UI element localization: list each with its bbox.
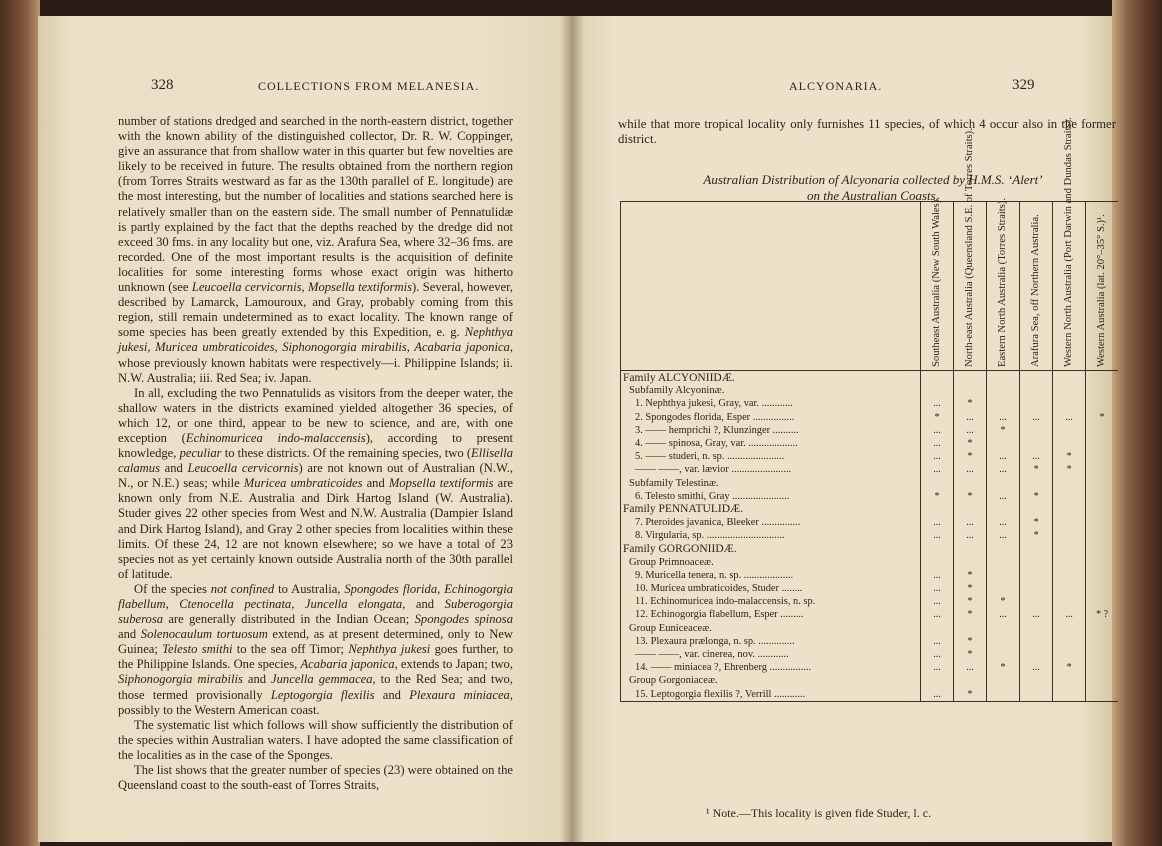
distribution-cell: *: [953, 450, 986, 463]
distribution-cell: [1053, 688, 1086, 702]
table-row: [621, 648, 1119, 661]
group-heading: Group Gorgoniaceæ.: [621, 674, 921, 687]
distribution-cell: *: [1020, 490, 1053, 503]
group-heading: Subfamily Telestinæ.: [621, 477, 921, 490]
table-row: [621, 437, 1119, 450]
distribution-cell: *: [1086, 411, 1118, 424]
distribution-cell: ...: [987, 450, 1020, 463]
distribution-cell: ...: [953, 424, 986, 437]
table-row: [621, 477, 1119, 490]
distribution-cell: [987, 688, 1020, 702]
distribution-cell: ...: [987, 608, 1020, 621]
text: and: [242, 672, 272, 687]
distribution-cell: [1020, 384, 1053, 397]
italic-text: Nephthya jukesi, Muricea umbraticoides, Siphonogorgia mirabilis, Acabaria japonica: [118, 325, 513, 355]
distribution-cell: ...: [920, 688, 953, 702]
italic-text: Suberogorgia suberosa: [118, 597, 513, 627]
footnote: ¹ Note.—This locality is given fide Studer, l. c.: [706, 806, 932, 820]
distribution-cell: [1086, 477, 1118, 490]
italic-text: Ellisella calamus: [118, 446, 513, 476]
text: ). Several, however, described by Lamarck, Lamouroux, and Gray, probably coming from this region, still remain undetermined as to exact locality. The known range of some species has been greatly extended by this Expedition, e. g.: [118, 280, 513, 340]
distribution-cell: [1020, 503, 1053, 516]
text: ), according to present knowledge,: [118, 430, 514, 461]
italic-text: Leucoella cervicornis, Mopsella textiformis: [191, 280, 413, 295]
table-row: [621, 516, 1119, 529]
species-name: 8. Virgularia, sp. ..............................: [621, 529, 921, 542]
distribution-cell: [1053, 503, 1086, 516]
distribution-cell: ...: [920, 661, 953, 674]
distribution-cell: ...: [1020, 450, 1053, 463]
distribution-cell: [1020, 569, 1053, 582]
distribution-cell: [1086, 490, 1118, 503]
text: to the sea off Timor;: [232, 642, 349, 657]
distribution-cell: [1020, 371, 1053, 385]
distribution-cell: * ?: [1086, 608, 1118, 621]
distribution-cell: [1020, 424, 1053, 437]
distribution-cell: ...: [987, 463, 1020, 476]
distribution-cell: [1020, 477, 1053, 490]
text: , whose previously known habitats were respectively—i. Philippine Islands; ii. N.W. Australia; iii. Red Sea; iv. Japan.: [118, 340, 513, 385]
distribution-cell: [1053, 384, 1086, 397]
distribution-cell: *: [953, 688, 986, 702]
italic-text: Mopsella textiformis: [388, 476, 494, 491]
distribution-cell: [987, 635, 1020, 648]
distribution-cell: [1053, 622, 1086, 635]
distribution-cell: [1086, 397, 1118, 410]
text: , to the Red Sea; and two, those termed provisionally: [118, 672, 513, 702]
column-header: [1086, 202, 1118, 371]
table-row: [621, 371, 1119, 385]
text: are known only from N.E. Australia and Dirk Hartog Island (W. Australia). Studer gives 22 other species from West and N.W. Australia (Dampier Island and Dirk Hartog Island), and Gray 2 other species from localities within these limits. Of these 24, 12 are not known elsewhere; so we have a total of 23 species not as yet certainly known outside Australia north of the 30th parallel of latitude.: [118, 476, 513, 581]
table-row: [621, 384, 1119, 397]
species-name: 9. Muricella tenera, n. sp. ...................: [621, 569, 921, 582]
distribution-cell: *: [987, 661, 1020, 674]
species-name: 2. Spongodes florida, Esper ................: [621, 411, 921, 424]
table-row: [621, 542, 1119, 555]
distribution-cell: [1053, 648, 1086, 661]
italic-text: Plexaura miniacea: [409, 687, 510, 702]
species-name: 11. Echinomuricea indo-malaccensis, n. sp.: [621, 595, 921, 608]
distribution-cell: *: [953, 437, 986, 450]
text: , and: [402, 597, 445, 611]
distribution-cell: *: [953, 595, 986, 608]
body-paragraph: [118, 582, 513, 718]
distribution-cell: [1086, 437, 1118, 450]
distribution-cell: [920, 371, 953, 385]
table-row: [621, 595, 1119, 608]
distribution-cell: [1053, 424, 1086, 437]
distribution-cell: *: [1053, 463, 1086, 476]
intro-paragraph: while that more tropical locality only furnishes 11 species, of which 4 occur also in the former district.: [618, 117, 1116, 147]
distribution-cell: [1086, 450, 1118, 463]
table-caption: [618, 172, 1128, 204]
column-header: [920, 197, 953, 371]
distribution-cell: [920, 384, 953, 397]
distribution-cell: ...: [920, 516, 953, 529]
distribution-cell: [1086, 371, 1118, 385]
distribution-cell: [987, 556, 1020, 569]
italic-text: Muricea umbraticoides: [243, 476, 363, 491]
distribution-cell: [953, 384, 986, 397]
distribution-cell: [920, 622, 953, 635]
distribution-cell: [1020, 688, 1053, 702]
table-row: [621, 503, 1119, 516]
distribution-cell: *: [1053, 661, 1086, 674]
distribution-cell: ...: [1053, 411, 1086, 424]
caption-line-2: on the Australian Coasts.: [807, 188, 939, 203]
distribution-cell: [1020, 622, 1053, 635]
distribution-cell: [1086, 529, 1118, 542]
distribution-cell: [1086, 542, 1118, 555]
distribution-cell: [1053, 371, 1086, 385]
distribution-cell: *: [953, 608, 986, 621]
distribution-cell: [920, 477, 953, 490]
distribution-cell: [1020, 674, 1053, 687]
distribution-cell: [1053, 516, 1086, 529]
text: extend, as at present determined, only to New Guinea;: [118, 627, 513, 657]
species-name: 4. —— spinosa, Gray, var. ...................: [621, 437, 921, 450]
column-header-label: Southeast Australia (New South Wales).: [931, 197, 943, 367]
species-name: 15. Leptogorgia flexilis ?, Verrill ............: [621, 688, 921, 702]
distribution-cell: ...: [920, 424, 953, 437]
table-row: [621, 411, 1119, 424]
distribution-cell: [1020, 595, 1053, 608]
text: ) are not known out of Australian (N.W., N., or N.E.) seas; while: [118, 461, 514, 491]
distribution-cell: [1020, 635, 1053, 648]
distribution-cell: [987, 648, 1020, 661]
book-edge-left: [0, 0, 40, 846]
table-row: [621, 556, 1119, 569]
text: and: [159, 461, 188, 476]
distribution-cell: [953, 503, 986, 516]
distribution-cell: ...: [1020, 411, 1053, 424]
text: and: [374, 687, 410, 702]
distribution-cell: [1086, 635, 1118, 648]
text: and: [362, 476, 389, 491]
distribution-cell: ...: [920, 450, 953, 463]
distribution-cell: ...: [920, 569, 953, 582]
distribution-cell: *: [953, 582, 986, 595]
text: to these districts. Of the remaining species, two (: [221, 446, 472, 461]
distribution-cell: [1086, 674, 1118, 687]
distribution-cell: ...: [920, 648, 953, 661]
body-paragraph: [118, 114, 513, 386]
table-row: [621, 529, 1119, 542]
distribution-cell: [1053, 490, 1086, 503]
distribution-cell: [987, 477, 1020, 490]
text: number of stations dredged and searched in the north-eastern district, together with the known ability of the distinguished collector, Dr. R. W. Coppinger, give an assurance that from shallow water in this quarter but few novelties are likely to be received in future. The results obtained from the northern region (from Torres Straits westward as far as the 130th parallel of E. longitude) are the most interesting, but the number of localities and stations searched here is relatively smaller than on the eastern side. The small number of Pennatulidæ is partly explained by the fact that the depths reached by the dredge did not exceed 30 fms. in any locality but one, viz. Arafura Sea, where 32–36 fms. are recorded. One of the most important results is the acquisition of definite localities for some interesting forms whose exact origin was hitherto unknown (see: [118, 114, 513, 295]
distribution-cell: [987, 582, 1020, 595]
distribution-cell: [987, 437, 1020, 450]
distribution-cell: [987, 397, 1020, 410]
table-row: [621, 688, 1119, 702]
right-page-intro: [618, 117, 1116, 147]
distribution-cell: [953, 371, 986, 385]
distribution-cell: [1086, 516, 1118, 529]
distribution-cell: [1086, 384, 1118, 397]
species-name: 6. Telesto smithi, Gray ......................: [621, 490, 921, 503]
distribution-cell: ...: [1020, 661, 1053, 674]
italic-text: Echinomuricea indo-malaccensis: [185, 430, 366, 445]
distribution-cell: [1020, 582, 1053, 595]
body-paragraph: [118, 718, 513, 763]
distribution-cell: [953, 674, 986, 687]
distribution-cell: [953, 542, 986, 555]
column-header: [1053, 117, 1086, 371]
left-page-body: [118, 114, 513, 793]
distribution-cell: [1053, 674, 1086, 687]
caption-line-1: Australian Distribution of Alcyonaria collected by H.M.S. ‘Alert’: [703, 172, 1043, 187]
distribution-cell: *: [987, 595, 1020, 608]
distribution-cell: *: [1020, 529, 1053, 542]
distribution-cell: [1086, 463, 1118, 476]
column-header-label: Western Australia (lat. 20°–35° S.)¹.: [1096, 214, 1108, 367]
distribution-cell: [1053, 595, 1086, 608]
text: Of the species: [134, 581, 211, 596]
table-row: [621, 635, 1119, 648]
page-number-left: 328: [151, 77, 174, 93]
distribution-cell: [1053, 635, 1086, 648]
distribution-cell: [920, 542, 953, 555]
species-name: 10. Muricea umbraticoides, Studer ........: [621, 582, 921, 595]
distribution-cell: ...: [920, 635, 953, 648]
italic-text: Telesto smithi: [162, 642, 233, 657]
distribution-cell: ...: [953, 411, 986, 424]
column-header: [1020, 202, 1053, 371]
distribution-cell: [1053, 582, 1086, 595]
italic-text: not confined: [210, 581, 275, 596]
table-row: [621, 674, 1119, 687]
distribution-cell: ...: [987, 490, 1020, 503]
column-header-label: North-east Australia (Queensland S.E. of Torres Straits).: [964, 128, 976, 367]
text: In all, excluding the two Pennatulids as visitors from the deeper water, the shallow waters in the districts examined yielded altogether 36 species, of which 12, or one third, appear to be new to science, and are, with one exception (: [118, 385, 513, 445]
distribution-cell: ...: [953, 516, 986, 529]
distribution-cell: ...: [953, 661, 986, 674]
table-row: [621, 490, 1119, 503]
distribution-cell: *: [953, 635, 986, 648]
distribution-cell: ...: [1020, 608, 1053, 621]
table-row: [621, 661, 1119, 674]
italic-text: Siphonogorgia mirabilis: [118, 672, 243, 687]
distribution-cell: [1086, 424, 1118, 437]
distribution-cell: ...: [920, 529, 953, 542]
distribution-cell: ...: [987, 529, 1020, 542]
distribution-cell: *: [953, 490, 986, 503]
distribution-cell: [1053, 556, 1086, 569]
body-paragraph: [118, 763, 513, 793]
distribution-cell: [920, 674, 953, 687]
distribution-cell: [1053, 542, 1086, 555]
distribution-cell: ...: [953, 529, 986, 542]
distribution-cell: [1020, 397, 1053, 410]
italic-text: Leucoella cervicornis: [187, 461, 299, 476]
distribution-cell: [1086, 688, 1118, 702]
distribution-cell: [1053, 397, 1086, 410]
distribution-cell: [1086, 622, 1118, 635]
distribution-cell: ...: [1053, 608, 1086, 621]
distribution-cell: ...: [920, 397, 953, 410]
distribution-cell: [987, 503, 1020, 516]
running-head-left: COLLECTIONS FROM MELANESIA.: [258, 79, 480, 93]
distribution-cell: ...: [920, 608, 953, 621]
distribution-cell: *: [953, 569, 986, 582]
distribution-cell: [1086, 582, 1118, 595]
distribution-cell: [987, 371, 1020, 385]
distribution-cell: *: [1053, 450, 1086, 463]
column-header-label: Eastern North Australia (Torres Straits).: [997, 197, 1009, 367]
distribution-cell: [953, 556, 986, 569]
distribution-cell: [953, 622, 986, 635]
distribution-cell: [987, 384, 1020, 397]
distribution-cell: [1086, 569, 1118, 582]
text: , possibly to the Western American coast.: [118, 687, 513, 717]
distribution-cell: [1053, 569, 1086, 582]
column-header-label: Arafura Sea, off Northern Australia.: [1030, 214, 1042, 367]
distribution-cell: [1086, 648, 1118, 661]
italic-text: peculiar: [179, 446, 222, 461]
text: are generally distributed in the Indian Ocean;: [163, 612, 415, 627]
distribution-cell: [1053, 437, 1086, 450]
running-head-right: ALCYONARIA.: [789, 79, 883, 93]
distribution-cell: *: [920, 411, 953, 424]
distribution-cell: [1020, 648, 1053, 661]
italic-text: Spongodes florida, Echinogorgia flabellum, Ctenocella pectinata, Juncella elongata: [118, 581, 513, 611]
table-row: [621, 397, 1119, 410]
distribution-cell: *: [1020, 516, 1053, 529]
species-name: 12. Echinogorgia flabellum, Esper .........: [621, 608, 921, 621]
italic-text: Spongodes spinosa: [414, 612, 513, 627]
species-name: 5. —— studeri, n. sp. ......................: [621, 450, 921, 463]
distribution-cell: ...: [953, 463, 986, 476]
distribution-cell: *: [987, 424, 1020, 437]
table-row: [621, 622, 1119, 635]
species-name: 3. —— hemprichi ?, Klunzinger ..........: [621, 424, 921, 437]
book-edge-right: [1112, 0, 1162, 846]
column-header: [953, 128, 986, 371]
table-row: [621, 608, 1119, 621]
distribution-cell: ...: [920, 595, 953, 608]
table-corner-cell: [621, 202, 921, 371]
text: goes further, to the Philippine Islands. One species,: [118, 642, 514, 672]
species-name: 7. Pteroides javanica, Bleeker ...............: [621, 516, 921, 529]
distribution-cell: [920, 503, 953, 516]
distribution-cell: [1053, 529, 1086, 542]
distribution-cell: [1086, 556, 1118, 569]
distribution-cell: [1020, 556, 1053, 569]
distribution-cell: ...: [920, 582, 953, 595]
species-name: 14. —— miniacea ?, Ehrenberg ................: [621, 661, 921, 674]
distribution-cell: *: [953, 397, 986, 410]
family-heading: Family PENNATULIDÆ.: [621, 503, 921, 516]
distribution-cell: [1020, 437, 1053, 450]
group-heading: Subfamily Alcyoninæ.: [621, 384, 921, 397]
italic-text: Leptogorgia flexilis: [270, 687, 375, 702]
distribution-cell: *: [953, 648, 986, 661]
table-row: [621, 450, 1119, 463]
distribution-cell: [1053, 477, 1086, 490]
distribution-cell: ...: [920, 437, 953, 450]
group-heading: Group Euniceaceæ.: [621, 622, 921, 635]
table-row: [621, 582, 1119, 595]
body-paragraph: [118, 386, 513, 582]
text: The systematic list which follows will show sufficiently the distribution of the species within Australian waters. I have adopted the same classification of the localities as in the case of the Sponges.: [118, 717, 513, 762]
distribution-cell: [1086, 661, 1118, 674]
distribution-cell: ...: [920, 463, 953, 476]
text: , extends to Japan; two,: [394, 657, 513, 672]
distribution-cell: [920, 556, 953, 569]
italic-text: Solenocaulum tortuosum: [140, 627, 268, 642]
family-heading: Family GORGONIIDÆ.: [621, 542, 921, 555]
page-number-right: 329: [1012, 77, 1035, 93]
table-row: [621, 463, 1119, 476]
text: to Australia,: [274, 581, 345, 596]
distribution-cell: [1086, 503, 1118, 516]
distribution-cell: [1020, 542, 1053, 555]
family-heading: Family ALCYONIIDÆ.: [621, 371, 921, 385]
text: and: [118, 627, 141, 642]
column-header-label: Western North Australia (Port Darwin and Dundas Straits).: [1063, 117, 1075, 367]
column-header: [987, 197, 1020, 371]
distribution-cell: ...: [987, 516, 1020, 529]
distribution-cell: [987, 674, 1020, 687]
table-row: [621, 569, 1119, 582]
distribution-cell: *: [1020, 463, 1053, 476]
species-name: 1. Nephthya jukesi, Gray, var. ............: [621, 397, 921, 410]
species-name: —— ——, var. lævior .......................: [621, 463, 921, 476]
group-heading: Group Primnoaceæ.: [621, 556, 921, 569]
book-gutter: [560, 16, 584, 842]
distribution-cell: ...: [987, 411, 1020, 424]
distribution-cell: [987, 542, 1020, 555]
distribution-cell: *: [920, 490, 953, 503]
table-row: [621, 424, 1119, 437]
distribution-cell: [953, 477, 986, 490]
text: The list shows that the greater number of species (23) were obtained on the Queensland coast to the south-east of Torres Straits,: [118, 763, 513, 793]
italic-text: Nephthya jukesi: [348, 642, 431, 657]
italic-text: Acabaria japonica: [300, 657, 395, 672]
species-name: —— ——, var. cinerea, nov. ............: [621, 648, 921, 661]
italic-text: Juncella gemmacea: [271, 672, 373, 687]
distribution-cell: [987, 569, 1020, 582]
distribution-cell: [987, 622, 1020, 635]
species-name: 13. Plexaura prælonga, n. sp. ..............: [621, 635, 921, 648]
distribution-cell: [1086, 595, 1118, 608]
